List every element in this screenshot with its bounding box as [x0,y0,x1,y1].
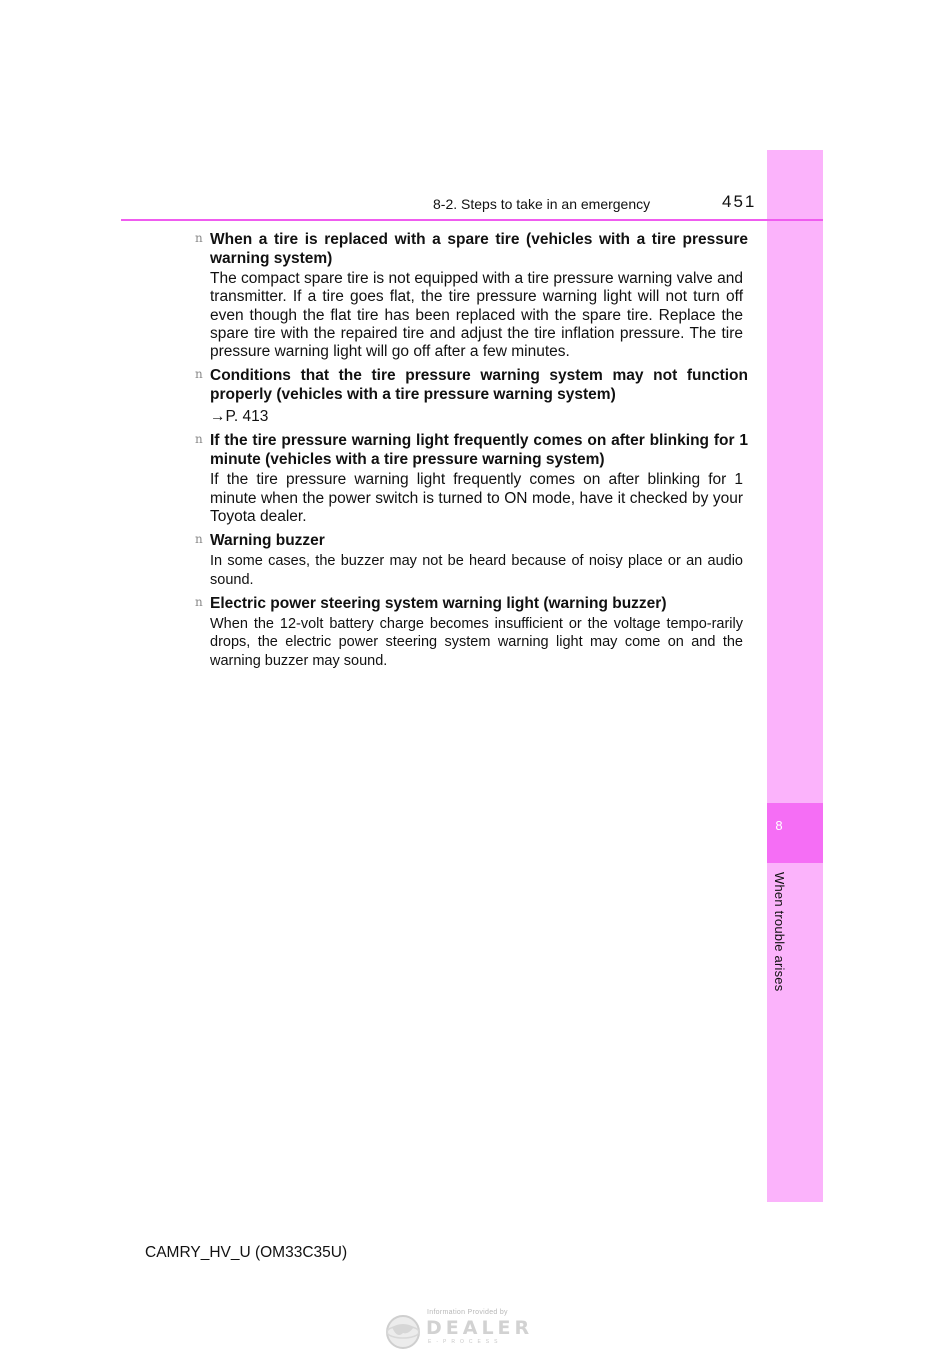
chapter-number: 8 [775,818,783,833]
note-body: When the 12-volt battery charge becomes insufficient or the voltage tempo-rarily drops, the electric power steering system warning light may come on and the warning buzzer may sound. [210,615,743,669]
bullet-marker: n [195,231,203,245]
note-item [195,230,750,361]
bullet-marker: n [195,532,203,547]
note-heading: When a tire is replaced with a spare tire (vehicles with a tire pressure warning system) [210,231,748,267]
note-item [195,366,750,426]
chapter-tab-active-marker[interactable] [767,803,823,863]
header-divider [121,219,823,221]
page-content [195,230,750,675]
note-heading: Electric power steering system warning light (warning buzzer) [210,594,667,612]
page-reference-link[interactable]: →P. 413 [210,408,269,426]
watermark-caption: Information Provided by [427,1309,508,1316]
watermark-brand: DEALER [426,1317,534,1339]
note-body: In some cases, the buzzer may not be heard because of noisy place or an audio sound. [210,553,743,588]
note-body: If the tire pressure warning light frequently comes on after blinking for 1 minute when the power switch is turned to ON mode, have it checked by your Toyota dealer. [210,471,743,526]
watermark-subtitle: E-PROCESS [428,1339,503,1345]
chapter-side-tab [767,150,823,1202]
note-item [195,431,750,526]
bullet-marker: n [195,367,203,382]
note-item [195,594,750,670]
watermark [384,1308,554,1352]
model-code-footer: CAMRY_HV_U (OM33C35U) [145,1244,348,1261]
note-heading: Warning buzzer [210,532,325,550]
note-body: The compact spare tire is not equipped with a tire pressure warning valve and transmitter. If a tire goes flat, the tire pressure warning light will not turn off even though the flat tire has been replaced with the spare tire. Replace the spare tire with the repaired tire and adjust the tire inflation pressure. The tire pressure warning light will go off after a few minutes. [210,270,743,361]
note-item [195,531,750,589]
section-title: 8-2. Steps to take in an emergency [433,196,651,212]
chapter-title: When trouble arises [772,872,787,992]
page-number: 451 [722,192,757,211]
note-heading: If the tire pressure warning light frequently comes on after blinking for 1 minute (vehicles with a tire pressure warning system) [210,432,748,469]
bullet-marker: n [195,594,203,609]
globe-icon [384,1313,422,1351]
bullet-marker: n [195,432,203,447]
note-heading: Conditions that the tire pressure warning system may not function properly (vehicles with a tire pressure warning system) [210,367,748,404]
